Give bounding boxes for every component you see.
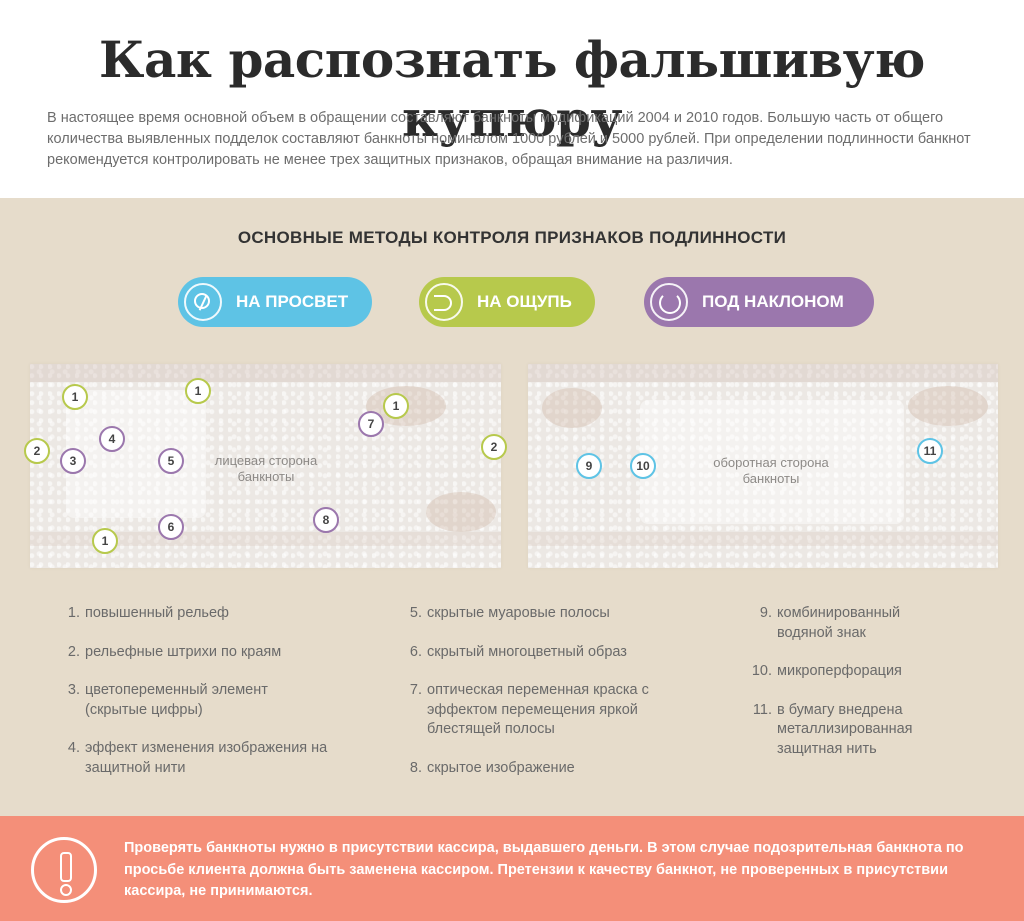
item-text: повышенный рельеф: [85, 605, 229, 621]
touch-icon: [425, 283, 463, 321]
feature-list: [407, 604, 707, 797]
note-strip: [528, 532, 998, 546]
item-text: рельефные штрихи по краям: [85, 643, 282, 660]
item-text: эффект изменения изображения на защитной нити: [85, 740, 328, 776]
feature-marker[interactable]: 4: [99, 426, 125, 452]
feature-marker[interactable]: 7: [358, 411, 384, 437]
item-text: оптическая переменная краска с эффектом перемещения яркой блестящей полосы: [427, 682, 649, 737]
item-text: скрытый многоцветный образ: [427, 643, 627, 660]
method-label: ПОД НАКЛОНОМ: [702, 292, 844, 311]
note-strip: [30, 364, 501, 382]
note-ornament: [908, 386, 988, 426]
item-text: скрытые муаровые полосы: [427, 605, 610, 621]
feature-marker[interactable]: 1: [62, 384, 88, 410]
intro-text: В настоящее время основной объем в обращении составляют банкноты модификаций 2004 и 2010 годов. Большую часть от общего количества выявленных подделок составляют банкноты номиналом 1000 рублей и 5000 рублей. При определении подлинности банкнот рекомендуется контролировать не менее трех защитных признаков, обращая внимание на различия.: [47, 110, 971, 168]
feature-marker[interactable]: 6: [158, 514, 184, 540]
back-side-label: оборотная сторона банкноты: [713, 455, 829, 486]
list-item: [66, 739, 366, 778]
item-number: 5.: [409, 605, 422, 621]
method-label: НА ОЩУПЬ: [477, 292, 572, 311]
method-light-button[interactable]: [178, 277, 372, 327]
item-number: 3.: [67, 682, 80, 698]
feature-marker[interactable]: 8: [313, 507, 339, 533]
item-number: 2.: [67, 643, 80, 660]
feature-marker[interactable]: 5: [158, 448, 184, 474]
light-icon: [184, 283, 222, 321]
item-text: комбинированный водяной знак: [777, 605, 901, 641]
list-item: [407, 643, 707, 663]
feature-marker[interactable]: 1: [383, 393, 409, 419]
item-text: цветопеременный элемент (скрытые цифры): [85, 682, 268, 718]
feature-marker[interactable]: 11: [917, 438, 943, 464]
item-number: 11.: [752, 701, 772, 718]
list-item: [66, 604, 366, 624]
item-text: микроперфорация: [777, 663, 902, 679]
section-title: ОСНОВНЫЕ МЕТОДЫ КОНТРОЛЯ ПРИЗНАКОВ ПОДЛИННОСТИ: [237, 228, 787, 247]
feature-marker[interactable]: 1: [185, 378, 211, 404]
item-text: скрытое изображение: [427, 759, 575, 776]
tilt-icon: [650, 283, 688, 321]
exclamation-icon: [31, 837, 97, 903]
list-item: [407, 759, 707, 779]
list-item: [66, 681, 366, 720]
warning-banner: [0, 816, 1024, 921]
note-ornament: [426, 492, 496, 532]
item-number: 6.: [409, 643, 422, 660]
item-number: 9.: [759, 605, 772, 621]
list-item: [66, 643, 366, 663]
front-side-label: лицевая сторона банкноты: [214, 453, 318, 484]
feature-marker[interactable]: 3: [60, 448, 86, 474]
note-ornament: [542, 388, 602, 428]
list-item: [407, 681, 707, 740]
warning-text: Проверять банкноты нужно в присутствии кассира, выдавшего деньги. В этом случае подозрительная банкнота по просьбе клиента должна быть заменена кассиром. Претензии к качеству банкнот, не проверенных в присутствии кассира, не принимаются.: [124, 840, 964, 899]
item-text: в бумагу внедрена металлизированная защитная нить: [777, 701, 913, 757]
feature-marker[interactable]: 2: [24, 438, 50, 464]
item-number: 10.: [751, 663, 772, 679]
feature-list: [66, 604, 366, 797]
method-touch-button[interactable]: [419, 277, 595, 327]
feature-marker[interactable]: 9: [576, 453, 602, 479]
feature-marker[interactable]: 1: [92, 528, 118, 554]
page-title: Как распознать фальшивую купюру: [99, 30, 925, 148]
list-item: [407, 604, 707, 624]
note-strip: [528, 364, 998, 382]
methods-section: [0, 198, 1024, 816]
item-number: 8.: [409, 759, 422, 776]
feature-list: [748, 604, 998, 778]
item-number: 7.: [409, 682, 422, 698]
method-tilt-button[interactable]: [644, 277, 874, 327]
list-item: [748, 604, 998, 643]
item-number: 1.: [67, 605, 80, 621]
method-label: НА ПРОСВЕТ: [236, 292, 349, 311]
header-section: [0, 0, 1024, 198]
feature-marker[interactable]: 2: [481, 434, 507, 460]
feature-marker[interactable]: 10: [630, 453, 656, 479]
list-item: [748, 662, 998, 682]
watermark-area: [66, 390, 206, 518]
list-item: [748, 701, 998, 760]
item-number: 4.: [67, 740, 80, 756]
